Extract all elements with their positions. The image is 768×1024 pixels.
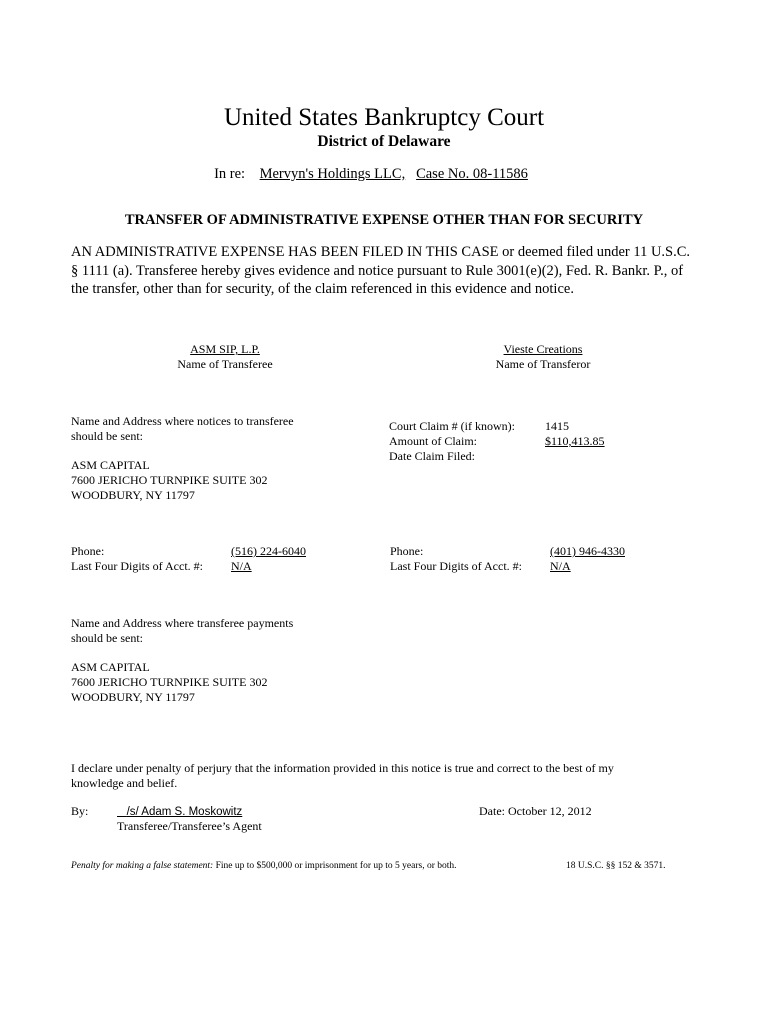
transferee-acct: N/A (231, 559, 252, 573)
signature: /s/ Adam S. Moskowitz (126, 806, 243, 818)
claim-info-values (545, 419, 605, 449)
transferor-phone-label: Phone: (390, 544, 424, 558)
payments-address-line2: 7600 JERICHO TURNPIKE SUITE 302 (71, 675, 268, 689)
notices-address-line3: WOODBURY, NY 11797 (71, 488, 195, 502)
document-title: TRANSFER OF ADMINISTRATIVE EXPENSE OTHER THAN FOR SECURITY (124, 212, 644, 228)
transferee-label: Name of Transferee (177, 357, 273, 371)
transferee-phone-label: Phone: (71, 544, 105, 558)
notices-address-block (71, 414, 294, 503)
statute-reference: 18 U.S.C. §§ 152 & 3571. (566, 861, 666, 871)
debtor-name: Mervyn's Holdings LLC, (259, 166, 406, 182)
transferor-block (438, 342, 648, 372)
transferor-phone-values (550, 544, 625, 574)
signature-line (117, 804, 242, 820)
signature-date: Date: October 12, 2012 (479, 804, 592, 818)
claim-number: 1415 (545, 419, 569, 433)
case-caption (0, 166, 742, 183)
claim-amount-label: Amount of Claim: (389, 434, 477, 448)
penalty-notice (71, 861, 457, 871)
notices-address-line1: ASM CAPITAL (71, 458, 150, 472)
claim-amount: $110,413.85 (545, 434, 605, 448)
transferor-label: Name of Transferor (495, 357, 591, 371)
transferee-phone-labels (71, 544, 203, 574)
district-name: District of Delaware (317, 133, 451, 150)
declaration-line1: I declare under penalty of perjury that the information provided in this notice is true and correct to the best of my (71, 761, 614, 775)
transferee-acct-label: Last Four Digits of Acct. #: (71, 559, 203, 573)
court-title: United States Bankruptcy Court (223, 104, 545, 131)
penalty-text: Fine up to $500,000 or imprisonment for up to 5 years, or both. (215, 861, 457, 871)
transferee-name: ASM SIP, L.P. (190, 342, 260, 356)
claim-date-filed-label: Date Claim Filed: (389, 449, 475, 463)
signer-title: Transferee/Transferee’s Agent (117, 819, 262, 833)
notices-address-line2: 7600 JERICHO TURNPIKE SUITE 302 (71, 473, 268, 487)
transferor-phone: (401) 946-4330 (550, 544, 625, 558)
claim-info-labels (389, 419, 515, 464)
transferor-name: Vieste Creations (503, 342, 583, 356)
transferor-phone-labels (390, 544, 522, 574)
payments-address-line1: ASM CAPITAL (71, 660, 150, 674)
transferee-block (120, 342, 330, 372)
transferor-acct-label: Last Four Digits of Acct. #: (390, 559, 522, 573)
payments-address-block (71, 616, 293, 705)
payments-address-line3: WOODBURY, NY 11797 (71, 690, 195, 704)
in-re-label: In re: (214, 166, 246, 182)
payments-label-line1: Name and Address where transferee payments (71, 616, 294, 630)
claim-number-label: Court Claim # (if known): (389, 419, 515, 433)
transferor-acct: N/A (550, 559, 571, 573)
declaration (71, 761, 614, 791)
notices-label-line1: Name and Address where notices to transferee (71, 414, 294, 428)
transferee-phone: (516) 224-6040 (231, 544, 306, 558)
case-number: Case No. 08-11586 (416, 166, 528, 182)
declaration-line2: knowledge and belief. (71, 776, 178, 790)
by-label: By: (71, 804, 89, 818)
transferee-phone-values (231, 544, 306, 574)
payments-label-line2: should be sent: (71, 631, 143, 645)
notices-label-line2: should be sent: (71, 429, 143, 443)
penalty-label: Penalty for making a false statement: (71, 861, 214, 871)
intro-paragraph: AN ADMINISTRATIVE EXPENSE HAS BEEN FILED IN THIS CASE or deemed filed under 11 U.S.C. § 1111 (a). Transferee hereby gives evidence and notice pursuant to Rule 3001(e)(2), Fed. R. Bankr. P., of the transfer, other than for security, of the claim referenced in this evidence and notice. (71, 244, 691, 297)
